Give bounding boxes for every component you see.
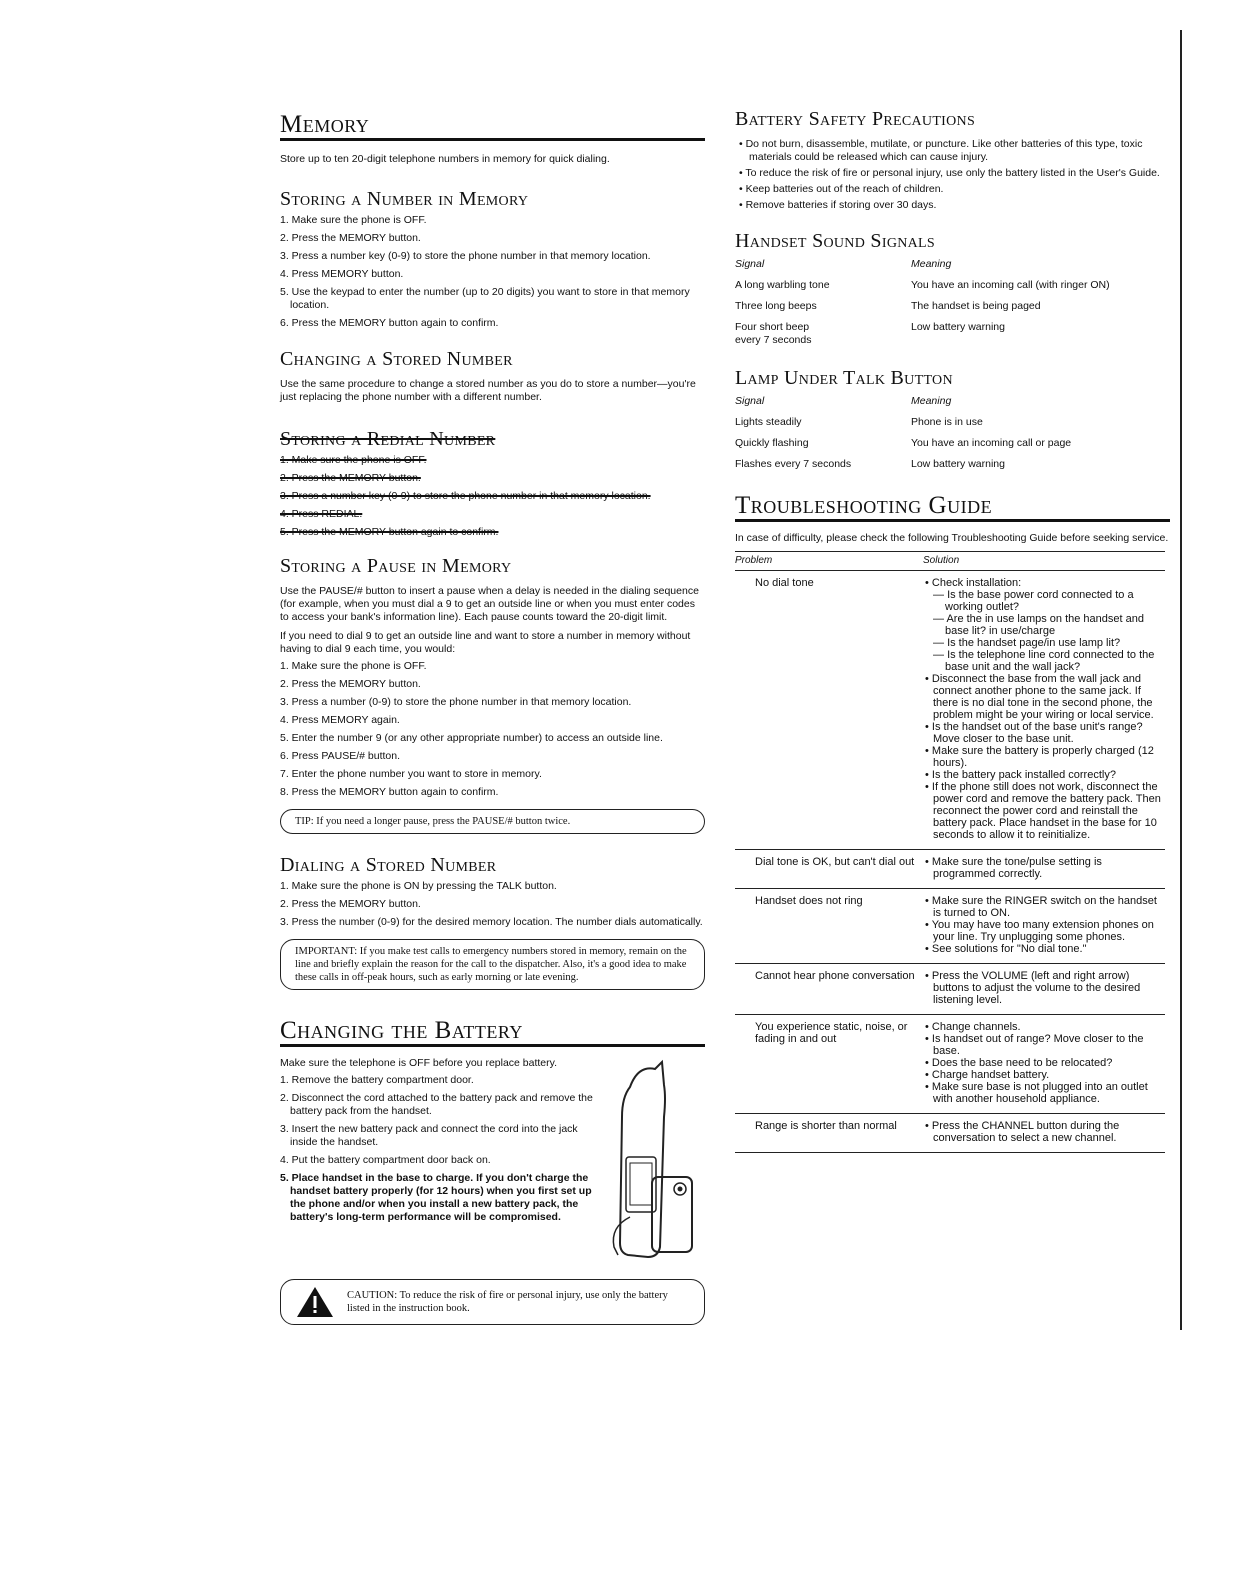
solution-cell <box>923 1015 1165 1114</box>
list-item: — Is the base power cord connected to a working outlet? <box>923 589 1165 613</box>
table-row <box>735 1114 1165 1153</box>
signal-cell: Quickly flashing <box>735 437 809 449</box>
list-item: • Is handset out of range? Move closer to the base. <box>923 1033 1165 1057</box>
list-item: 5. Press the MEMORY button again to confirm. <box>280 526 499 538</box>
table-header-row <box>735 552 1165 571</box>
meaning-cell: You have an incoming call or page <box>911 437 1072 449</box>
warning-icon <box>295 1285 335 1319</box>
list-item: 7. Enter the phone number you want to store in memory. <box>280 768 542 780</box>
list-item: 2. Press the MEMORY button. <box>280 898 421 910</box>
list-item: • Make sure the battery is properly charged (12 hours). <box>923 745 1165 769</box>
handset-battery-illustration <box>600 1057 700 1267</box>
list-item: 5. Use the keypad to enter the number (up to 20 digits) you want to store in that memory location. <box>280 286 690 311</box>
signal-cell: Four short beep every 7 seconds <box>735 321 812 346</box>
list-item: • Make sure the RINGER switch on the handset is turned to ON. <box>923 895 1165 919</box>
meaning-cell: You have an incoming call (with ringer ON) <box>911 279 1110 291</box>
redial-steps <box>280 454 705 539</box>
trouble-intro: In case of difficulty, please check the following Troubleshooting Guide before seeking service. <box>735 532 1169 544</box>
left-column <box>280 0 705 1325</box>
memory-intro: Store up to ten 20-digit telephone numbers in memory for quick dialing. <box>280 153 610 165</box>
list-item: • Disconnect the base from the wall jack and connect another phone to the same jack. If there is no dial tone in the second phone, the problem might be your wiring or local service. <box>923 673 1165 721</box>
list-item: — Are the in use lamps on the handset and base lit? in use/charge <box>923 613 1165 637</box>
list-item: 1. Make sure the phone is ON by pressing the TALK button. <box>280 880 557 892</box>
meaning-cell: Phone is in use <box>911 416 983 428</box>
table-row <box>735 437 1170 450</box>
signal-cell: Flashes every 7 seconds <box>735 458 852 470</box>
list-item: — Is the telephone line cord connected to the base unit and the wall jack? <box>923 649 1165 673</box>
list-item: • Change channels. <box>923 1021 1165 1033</box>
table-row <box>735 850 1165 889</box>
battery-section <box>280 1057 705 1267</box>
table-row <box>735 571 1165 850</box>
meaning-cell: Low battery warning <box>911 458 1005 470</box>
changing-stored-text: Use the same procedure to change a stored number as you do to store a number—you're just replacing the phone number with a different number. <box>280 378 696 403</box>
pause-steps <box>280 660 705 799</box>
list-item: • Check installation: <box>923 577 1165 589</box>
list-item: 6. Press PAUSE/# button. <box>280 750 401 762</box>
page-edge-line <box>1180 30 1182 1330</box>
solution-header: Solution <box>923 552 1165 571</box>
storing-steps <box>280 214 705 330</box>
list-item: • To reduce the risk of fire or personal injury, use only the battery listed in the User's Guide. <box>735 167 1170 180</box>
solution-cell <box>923 850 1165 889</box>
sound-heading: Handset Sound Signals <box>735 230 935 252</box>
problem-header: Problem <box>735 552 923 571</box>
problem-cell: Range is shorter than normal <box>735 1114 923 1153</box>
table-row <box>735 279 1170 292</box>
battery-steps <box>280 1074 600 1224</box>
list-item: • Make sure the tone/pulse setting is programmed correctly. <box>923 856 1165 880</box>
solution-cell <box>923 889 1165 964</box>
signal-cell: Three long beeps <box>735 300 817 312</box>
table-row <box>735 889 1165 964</box>
sound-col-meaning: Meaning <box>911 258 952 270</box>
battery-text <box>280 1057 600 1267</box>
lamp-col-signal: Signal <box>735 395 765 407</box>
solution-cell <box>923 964 1165 1015</box>
list-item: • If the phone still does not work, disconnect the power cord and remove the battery pack. Then reconnect the power cord and reinstall the battery pack. Place handset in the base for 10 seconds to allow it to reinitialize. <box>923 781 1165 841</box>
table-row <box>735 458 1170 471</box>
dialing-heading: Dialing a Stored Number <box>280 854 497 876</box>
list-item: 4. Put the battery compartment door back on. <box>280 1154 491 1166</box>
list-item: 2. Disconnect the cord attached to the battery pack and remove the battery pack from the handset. <box>280 1092 593 1117</box>
list-item: • See solutions for "No dial tone." <box>923 943 1165 955</box>
solution-cell <box>923 1114 1165 1153</box>
list-item: • Charge handset battery. <box>923 1069 1165 1081</box>
list-item: 6. Press the MEMORY button again to confirm. <box>280 317 499 329</box>
list-item: 3. Press the number (0-9) for the desired memory location. The number dials automatically. <box>280 916 703 928</box>
problem-cell: Handset does not ring <box>735 889 923 964</box>
solution-cell <box>923 571 1165 850</box>
list-item: 2. Press the MEMORY button. <box>280 232 421 244</box>
list-item: 5. Enter the number 9 (or any other appropriate number) to access an outside line. <box>280 732 663 744</box>
list-item: 4. Press REDIAL. <box>280 508 363 520</box>
table-row <box>735 964 1165 1015</box>
table-row <box>735 416 1170 429</box>
problem-cell: No dial tone <box>735 571 923 850</box>
list-item: • You may have too many extension phones on your line. Try unplugging some phones. <box>923 919 1165 943</box>
meaning-cell: Low battery warning <box>911 321 1005 333</box>
list-item: — Is the handset page/in use lamp lit? <box>923 637 1165 649</box>
lamp-heading: Lamp Under Talk Button <box>735 367 953 389</box>
list-item: • Make sure base is not plugged into an outlet with another household appliance. <box>923 1081 1165 1105</box>
list-item: 3. Press a number (0-9) to store the phone number in that memory location. <box>280 696 632 708</box>
problem-cell: Cannot hear phone conversation <box>735 964 923 1015</box>
signal-cell: Lights steadily <box>735 416 802 428</box>
memory-heading: Memory <box>280 112 705 141</box>
list-item: 3. Press a number key (0-9) to store the phone number in that memory location. <box>280 250 651 262</box>
problem-cell: Dial tone is OK, but can't dial out <box>735 850 923 889</box>
battery-heading: Changing the Battery <box>280 1018 705 1047</box>
tip-box: TIP: If you need a longer pause, press the PAUSE/# button twice. <box>280 809 705 834</box>
troubleshooting-table <box>735 551 1165 1153</box>
changing-stored-heading: Changing a Stored Number <box>280 348 513 370</box>
list-item: • Does the base need to be relocated? <box>923 1057 1165 1069</box>
list-item: 2. Press the MEMORY button. <box>280 472 421 484</box>
battery-intro: Make sure the telephone is OFF before you replace battery. <box>280 1057 558 1069</box>
sound-header-row <box>735 258 1170 271</box>
list-item: • Is the handset out of the base unit's range? Move closer to the base unit. <box>923 721 1165 745</box>
list-item: 1. Remove the battery compartment door. <box>280 1074 474 1086</box>
list-item: • Press the VOLUME (left and right arrow) buttons to adjust the volume to the desired listening level. <box>923 970 1165 1006</box>
list-item: • Do not burn, disassemble, mutilate, or puncture. Like other batteries of this type, toxic materials could be released which can cause injury. <box>735 138 1170 164</box>
meaning-cell: The handset is being paged <box>911 300 1041 312</box>
list-item: • Remove batteries if storing over 30 days. <box>735 199 1170 212</box>
safety-heading: Battery Safety Precautions <box>735 108 976 130</box>
list-item: 3. Press a number key (0-9) to store the phone number in that memory location. <box>280 490 651 502</box>
list-item: 8. Press the MEMORY button again to confirm. <box>280 786 499 798</box>
important-box: IMPORTANT: If you make test calls to emergency numbers stored in memory, remain on the line and briefly explain the reason for the call to the dispatcher. Also, it's a good idea to make these calls in off-peak hours, such as early morning or late evening. <box>280 939 705 990</box>
pause-paragraph-1: Use the PAUSE/# button to insert a pause when a delay is needed in the dialing sequence (for example, when you must dial a 9 to get an outside line or when you must enter codes to access your bank's information line). Each pause counts toward the 20-digit limit. <box>280 585 699 623</box>
problem-cell: You experience static, noise, or fading in and out <box>735 1015 923 1114</box>
right-column <box>735 0 1170 1153</box>
list-item: 4. Press MEMORY again. <box>280 714 400 726</box>
sound-col-signal: Signal <box>735 258 765 270</box>
list-item: 4. Press MEMORY button. <box>280 268 404 280</box>
trouble-heading: Troubleshooting Guide <box>735 493 1170 522</box>
lamp-col-meaning: Meaning <box>911 395 952 407</box>
caution-box <box>280 1279 705 1325</box>
signal-cell: A long warbling tone <box>735 279 830 291</box>
pause-heading: Storing a Pause in Memory <box>280 555 512 577</box>
caution-text: CAUTION: To reduce the risk of fire or personal injury, use only the battery listed in the instruction book. <box>347 1290 668 1314</box>
table-row <box>735 300 1170 313</box>
list-item: 5. Place handset in the base to charge. If you don't charge the handset battery properly (for 12 hours) when you first set up the phone and/or when you install a new battery pack, the battery's long-term performance will be compromised. <box>280 1172 592 1223</box>
list-item: • Keep batteries out of the reach of children. <box>735 183 1170 196</box>
list-item: 1. Make sure the phone is OFF. <box>280 214 427 226</box>
storing-heading: Storing a Number in Memory <box>280 188 529 210</box>
pause-paragraph-2: If you need to dial 9 to get an outside line and want to store a number in memory without having to dial 9 each time, you would: <box>280 630 691 655</box>
safety-list <box>735 138 1170 212</box>
sub-list <box>923 589 1165 673</box>
list-item: • Is the battery pack installed correctly? <box>923 769 1165 781</box>
redial-heading: Storing a Redial Number <box>280 428 496 450</box>
lamp-header-row <box>735 395 1170 408</box>
list-item: 3. Insert the new battery pack and connect the cord into the jack inside the handset. <box>280 1123 578 1148</box>
list-item: 1. Make sure the phone is OFF. <box>280 454 427 466</box>
table-row <box>735 1015 1165 1114</box>
list-item: • Press the CHANNEL button during the conversation to select a new channel. <box>923 1120 1165 1144</box>
list-item: 2. Press the MEMORY button. <box>280 678 421 690</box>
list-item: 1. Make sure the phone is OFF. <box>280 660 427 672</box>
table-row <box>735 321 1170 347</box>
dialing-steps <box>280 880 705 929</box>
